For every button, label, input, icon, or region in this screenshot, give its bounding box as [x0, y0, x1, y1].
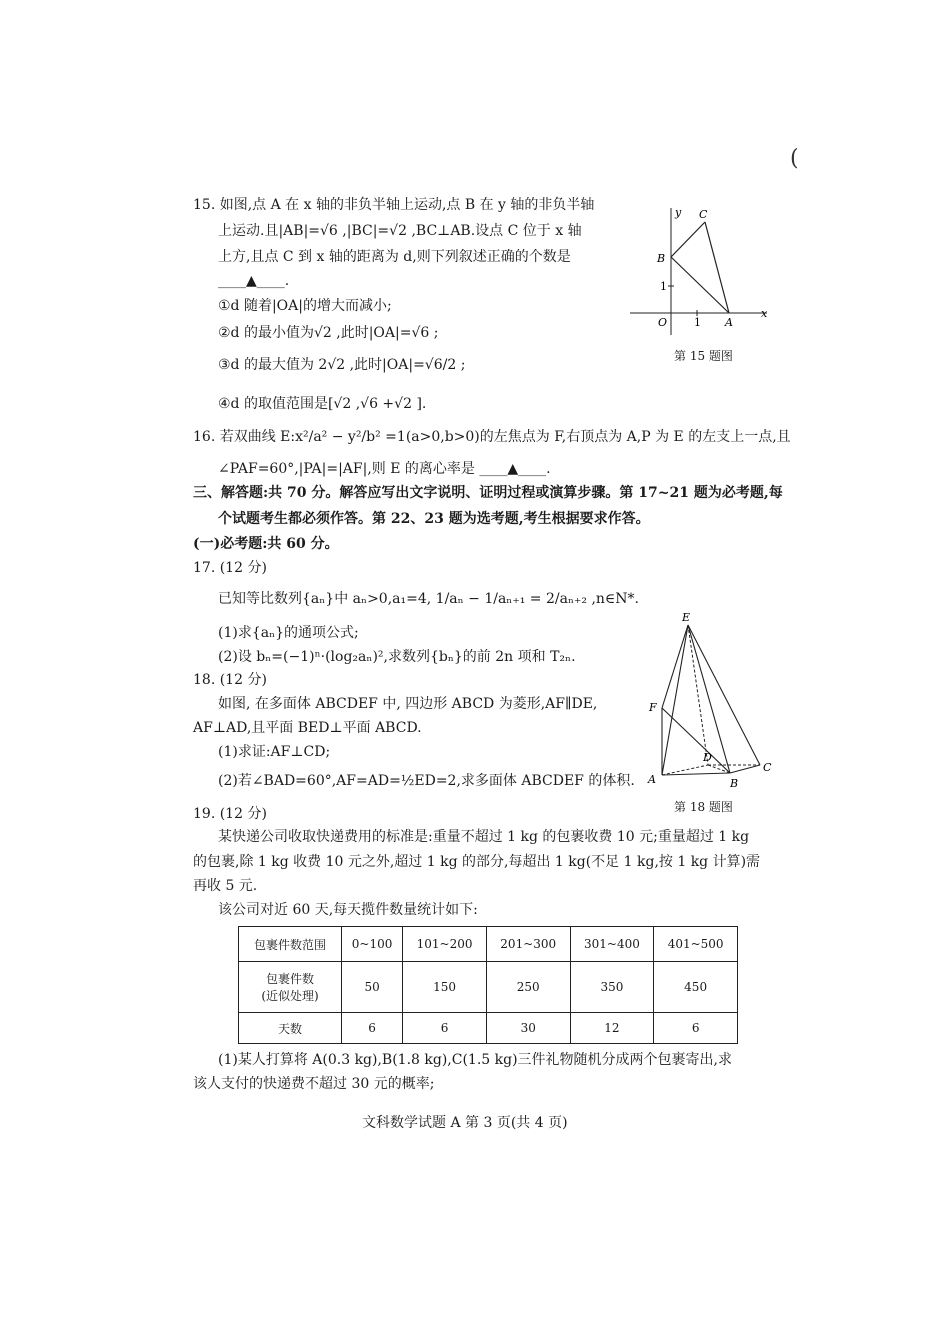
q19-part-1-line-1: (1)某人打算将 A(0.3 kg),B(1.8 kg),C(1.5 kg)三件礼物随机分成两个包裹寄出,求	[218, 1052, 732, 1068]
table-cell: 150	[403, 962, 487, 1013]
q18-label-b: B	[730, 777, 739, 790]
table-row-header: 天数	[239, 1013, 342, 1044]
table-cell: 6	[654, 1013, 738, 1044]
q15-line-1: 15. 如图,点 A 在 x 轴的非负半轴上运动,点 B 在 y 轴的非负半轴	[193, 197, 595, 213]
q19-line-1: 某快递公司收取快递费用的标准是:重量不超过 1 kg 的包裹收费 10 元;重量超过 1 kg	[218, 829, 750, 845]
table-cell: 450	[654, 962, 738, 1013]
table-cell: 301~400	[570, 927, 654, 962]
q15-label-c: C	[699, 208, 708, 221]
table-cell: 101~200	[403, 927, 487, 962]
q15-label-a: A	[725, 316, 733, 329]
q18-figure	[640, 605, 790, 795]
section-3-line-2: 个试题考生都必须作答。第 22、23 题为选考题,考生根据要求作答。	[218, 511, 650, 527]
table-row	[239, 1013, 738, 1044]
q18-label-c: C	[763, 761, 772, 774]
q15-option-2: ②d 的最小值为√2 ,此时|OA|=√6 ;	[218, 325, 439, 341]
section-3-subheading: (一)必考题:共 60 分。	[193, 536, 339, 552]
q15-label-one-y: 1	[660, 280, 667, 293]
table-row	[239, 962, 738, 1013]
q19-part-1-line-2: 该人支付的快递费不超过 30 元的概率;	[193, 1076, 435, 1092]
table-row-header-line-2: (近似处理)	[261, 989, 319, 1003]
q18-caption: 第 18 题图	[674, 800, 733, 814]
q18-label-f: F	[649, 701, 657, 714]
table-row-header-line-1: 包裹件数	[265, 972, 314, 986]
q15-label-o: O	[658, 316, 668, 329]
q15-label-b: B	[657, 252, 666, 265]
q19-line-4: 该公司对近 60 天,每天揽件数量统计如下:	[218, 902, 478, 918]
q15-line-2: 上运动.且|AB|=√6 ,|BC|=√2 ,BC⊥AB.设点 C 位于 x 轴	[218, 223, 582, 239]
q19-line-2: 的包裹,除 1 kg 收费 10 元之外,超过 1 kg 的部分,每超出 1 kg(不足 1 kg,按 1 kg 计算)需	[193, 854, 761, 870]
table-cell: 50	[342, 962, 403, 1013]
table-cell: 30	[486, 1013, 570, 1044]
q17-part-2: (2)设 bₙ=(−1)ⁿ·(log₂aₙ)²,求数列{bₙ}的前 2n 项和 T₂ₙ.	[218, 649, 576, 665]
page-footer: 文科数学试题 A 第 3 页(共 4 页)	[362, 1115, 568, 1131]
q19-line-3: 再收 5 元.	[193, 878, 258, 894]
q18-line-2: AF⊥AD,且平面 BED⊥平面 ABCD.	[193, 720, 422, 736]
table-cell: 6	[403, 1013, 487, 1044]
table-cell: 401~500	[654, 927, 738, 962]
q15-option-1: ①d 随着|OA|的增大而减小;	[218, 298, 392, 314]
q16-line-2: ∠PAF=60°,|PA|=|AF|,则 E 的离心率是 ____▲____.	[218, 461, 551, 477]
table-cell: 6	[342, 1013, 403, 1044]
q17-part-1: (1)求{aₙ}的通项公式;	[218, 625, 359, 641]
q15-caption: 第 15 题图	[674, 349, 733, 363]
table-row-header: 包裹件数范围	[239, 927, 342, 962]
table-cell: 201~300	[486, 927, 570, 962]
corner-mark: (	[790, 146, 799, 171]
q15-label-x: x	[761, 307, 768, 320]
q15-line-4: ____▲____.	[218, 273, 290, 289]
q19-heading: 19. (12 分)	[193, 806, 267, 822]
q18-line-1: 如图, 在多面体 ABCDEF 中, 四边形 ABCD 为菱形,AF∥DE,	[218, 696, 598, 712]
table-cell: 0~100	[342, 927, 403, 962]
q15-line-3: 上方,且点 C 到 x 轴的距离为 d,则下列叙述正确的个数是	[218, 249, 571, 265]
q18-label-a: A	[648, 773, 656, 786]
table-cell: 12	[570, 1013, 654, 1044]
q17-line-1: 已知等比数列{aₙ}中 aₙ>0,a₁=4, 1/aₙ − 1/aₙ₊₁ = 2/aₙ₊₂ ,n∈N*.	[218, 591, 639, 607]
q16-line-1: 16. 若双曲线 E:x²/a² − y²/b² =1(a>0,b>0)的左焦点为 F,右顶点为 A,P 为 E 的左支上一点,且	[193, 429, 791, 445]
table-row	[239, 927, 738, 962]
q15-option-3: ③d 的最大值为 2√2 ,此时|OA|=√6/2 ;	[218, 357, 466, 373]
q15-option-4: ④d 的取值范围是[√2 ,√6 +√2 ].	[218, 396, 427, 412]
q19-statistics-table	[238, 926, 738, 1044]
q18-part-2: (2)若∠BAD=60°,AF=AD=½ED=2,求多面体 ABCDEF 的体积.	[218, 773, 635, 789]
q18-heading: 18. (12 分)	[193, 672, 267, 688]
q15-label-one-x: 1	[694, 316, 701, 329]
q18-part-1: (1)求证:AF⊥CD;	[218, 744, 331, 760]
table-cell: 250	[486, 962, 570, 1013]
q18-label-e: E	[682, 611, 691, 624]
section-3-line-1: 三、解答题:共 70 分。解答应写出文字说明、证明过程或演算步骤。第 17~21 题为必考题,每	[193, 485, 783, 501]
q18-label-d: D	[703, 751, 712, 764]
q15-label-y: y	[675, 206, 682, 219]
q15-figure	[625, 200, 775, 340]
table-cell: 350	[570, 962, 654, 1013]
q17-heading: 17. (12 分)	[193, 560, 267, 576]
table-row-header	[239, 962, 342, 1013]
